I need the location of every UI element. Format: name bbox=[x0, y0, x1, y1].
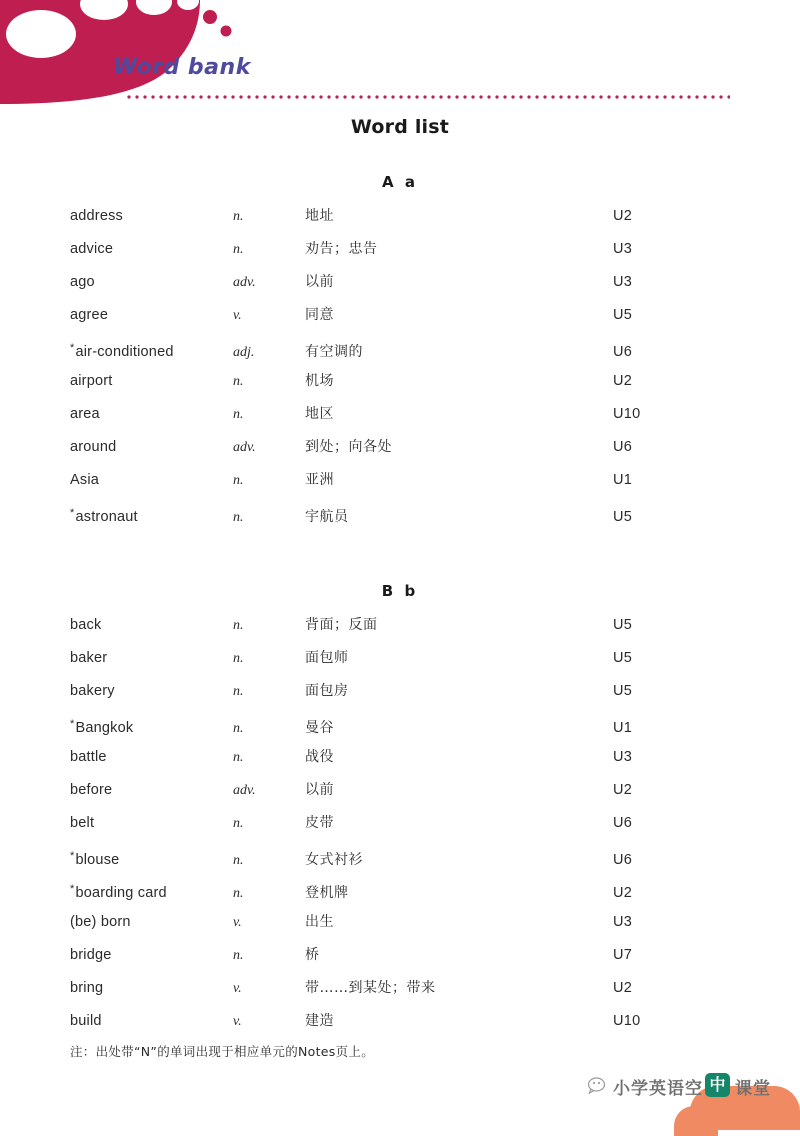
table-row bbox=[0, 332, 800, 365]
blob-shape bbox=[0, 0, 232, 104]
unit-cell: U10 bbox=[613, 406, 641, 422]
pos-cell: v. bbox=[233, 308, 242, 323]
meaning-cell: 背面；反面 bbox=[305, 617, 378, 633]
word-cell bbox=[0, 708, 233, 745]
letter-heading-a: A a bbox=[382, 173, 418, 191]
unit-cell: U5 bbox=[613, 683, 633, 699]
unit-cell: U3 bbox=[613, 914, 633, 930]
word-cell bbox=[0, 497, 233, 534]
table-row bbox=[0, 365, 800, 398]
meaning-cell: 面包师 bbox=[305, 650, 349, 666]
letter-heading-b: B b bbox=[381, 582, 419, 600]
watermark-badge: 中 bbox=[705, 1073, 730, 1097]
unit-cell: U1 bbox=[613, 472, 633, 488]
table-row bbox=[0, 972, 800, 1005]
bubble-dot-small bbox=[221, 26, 232, 37]
word-text: ago bbox=[70, 274, 95, 290]
footer-note: 注：出处带“N”的单词出现于相应单元的Notes页上。 bbox=[70, 1044, 375, 1059]
meaning-cell: 桥 bbox=[305, 947, 320, 963]
pos-cell: n. bbox=[233, 407, 244, 422]
word-cell bbox=[0, 906, 233, 939]
unit-cell: U2 bbox=[613, 980, 633, 996]
pos-cell: n. bbox=[233, 684, 244, 699]
watermark-text-tail: 课堂 bbox=[735, 1079, 771, 1099]
word-text: bakery bbox=[70, 683, 115, 699]
meaning-cell: 以前 bbox=[305, 274, 334, 290]
unit-cell: U2 bbox=[613, 782, 633, 798]
meaning-cell: 地址 bbox=[305, 208, 334, 224]
unit-cell: U3 bbox=[613, 749, 633, 765]
pos-cell: v. bbox=[233, 1014, 242, 1029]
watermark bbox=[585, 1068, 800, 1127]
word-text: battle bbox=[70, 749, 107, 765]
table-row bbox=[0, 741, 800, 774]
meaning-cell: 有空调的 bbox=[305, 344, 363, 360]
word-cell bbox=[0, 332, 233, 369]
pos-cell: n. bbox=[233, 651, 244, 666]
unit-cell: U2 bbox=[613, 373, 633, 389]
table-row bbox=[0, 873, 800, 906]
table-row bbox=[0, 200, 800, 233]
word-text: back bbox=[70, 617, 102, 633]
table-row bbox=[0, 774, 800, 807]
table-row bbox=[0, 497, 800, 530]
unit-cell: U6 bbox=[613, 439, 633, 455]
meaning-cell: 劝告；忠告 bbox=[305, 241, 378, 257]
word-text: bring bbox=[70, 980, 104, 996]
table-row bbox=[0, 266, 800, 299]
wechat-icon bbox=[588, 1077, 610, 1095]
word-text: Asia bbox=[70, 472, 100, 488]
word-cell bbox=[0, 1005, 233, 1038]
meaning-cell: 女式衬衫 bbox=[305, 852, 363, 868]
pos-cell: n. bbox=[233, 721, 244, 736]
table-row bbox=[0, 708, 800, 741]
meaning-cell: 亚洲 bbox=[305, 472, 334, 488]
pos-cell: n. bbox=[233, 886, 244, 901]
word-text: address bbox=[70, 208, 123, 224]
word-cell bbox=[0, 431, 233, 464]
note-star: * bbox=[70, 850, 75, 862]
word-cell bbox=[0, 774, 233, 807]
unit-cell: U6 bbox=[613, 344, 633, 360]
word-cell bbox=[0, 840, 233, 877]
meaning-cell: 皮带 bbox=[305, 815, 334, 831]
pos-cell: n. bbox=[233, 473, 244, 488]
meaning-cell: 带……到某处；带来 bbox=[305, 980, 436, 996]
dotted-divider bbox=[125, 95, 730, 99]
unit-cell: U5 bbox=[613, 617, 633, 633]
word-text: boarding card bbox=[75, 885, 167, 901]
word-list bbox=[0, 160, 800, 1038]
meaning-cell: 以前 bbox=[305, 782, 334, 798]
word-cell bbox=[0, 266, 233, 299]
pos-cell: n. bbox=[233, 618, 244, 633]
meaning-cell: 地区 bbox=[305, 406, 334, 422]
word-text: before bbox=[70, 782, 113, 798]
word-text: air-conditioned bbox=[75, 344, 174, 360]
word-cell bbox=[0, 642, 233, 675]
table-row bbox=[0, 609, 800, 642]
pos-cell: n. bbox=[233, 209, 244, 224]
table-row bbox=[0, 464, 800, 497]
word-cell bbox=[0, 200, 233, 233]
meaning-cell: 登机牌 bbox=[305, 885, 349, 901]
word-text: baker bbox=[70, 650, 108, 666]
unit-cell: U10 bbox=[613, 1013, 641, 1029]
pos-cell: n. bbox=[233, 374, 244, 389]
word-text: airport bbox=[70, 373, 113, 389]
meaning-cell: 到处；向各处 bbox=[305, 439, 392, 455]
banner-title: Word bank bbox=[113, 55, 251, 80]
table-row bbox=[0, 840, 800, 873]
meaning-cell: 宇航员 bbox=[305, 509, 349, 525]
word-cell bbox=[0, 741, 233, 774]
table-row bbox=[0, 642, 800, 675]
page-title: Word list bbox=[350, 116, 450, 138]
pos-cell: adv. bbox=[233, 783, 256, 798]
table-row bbox=[0, 906, 800, 939]
pos-cell: n. bbox=[233, 750, 244, 765]
unit-cell: U2 bbox=[613, 885, 633, 901]
table-row bbox=[0, 807, 800, 840]
unit-cell: U2 bbox=[613, 208, 633, 224]
pos-cell: adv. bbox=[233, 275, 256, 290]
unit-cell: U5 bbox=[613, 307, 633, 323]
pos-cell: n. bbox=[233, 816, 244, 831]
word-cell bbox=[0, 464, 233, 497]
unit-cell: U3 bbox=[613, 241, 633, 257]
unit-cell: U7 bbox=[613, 947, 633, 963]
table-row bbox=[0, 398, 800, 431]
meaning-cell: 建造 bbox=[305, 1013, 334, 1029]
table-row bbox=[0, 431, 800, 464]
word-text: advice bbox=[70, 241, 114, 257]
table-row bbox=[0, 299, 800, 332]
word-text: around bbox=[70, 439, 117, 455]
table-row bbox=[0, 1005, 800, 1038]
note-star: * bbox=[70, 342, 75, 354]
word-text: build bbox=[70, 1013, 102, 1029]
note-star: * bbox=[70, 507, 75, 519]
word-cell bbox=[0, 233, 233, 266]
pos-cell: v. bbox=[233, 915, 242, 930]
word-cell bbox=[0, 972, 233, 1005]
unit-cell: U3 bbox=[613, 274, 633, 290]
word-text: Bangkok bbox=[75, 720, 134, 736]
pos-cell: v. bbox=[233, 981, 242, 996]
word-text: blouse bbox=[75, 852, 120, 868]
word-text: bridge bbox=[70, 947, 112, 963]
pos-cell: n. bbox=[233, 853, 244, 868]
pos-cell: n. bbox=[233, 948, 244, 963]
bubble-dot-large bbox=[203, 10, 217, 24]
table-row bbox=[0, 939, 800, 972]
note-star: * bbox=[70, 883, 75, 895]
unit-cell: U5 bbox=[613, 650, 633, 666]
meaning-cell: 战役 bbox=[305, 749, 334, 765]
word-cell bbox=[0, 609, 233, 642]
word-text: agree bbox=[70, 307, 109, 323]
watermark-text: 小学英语空 bbox=[613, 1079, 703, 1099]
header-banner bbox=[0, 0, 800, 110]
table-row bbox=[0, 233, 800, 266]
word-text: area bbox=[70, 406, 100, 422]
word-cell bbox=[0, 939, 233, 972]
unit-cell: U6 bbox=[613, 852, 633, 868]
meaning-cell: 机场 bbox=[305, 373, 334, 389]
word-cell bbox=[0, 873, 233, 910]
meaning-cell: 同意 bbox=[305, 307, 334, 323]
note-star: * bbox=[70, 718, 75, 730]
meaning-cell: 面包房 bbox=[305, 683, 349, 699]
unit-cell: U5 bbox=[613, 509, 633, 525]
meaning-cell: 出生 bbox=[305, 914, 334, 930]
word-text: (be) born bbox=[70, 914, 131, 930]
pos-cell: adv. bbox=[233, 440, 256, 455]
pos-cell: adj. bbox=[233, 345, 255, 360]
meaning-cell: 曼谷 bbox=[305, 720, 334, 736]
unit-cell: U6 bbox=[613, 815, 633, 831]
word-cell bbox=[0, 365, 233, 398]
word-cell bbox=[0, 398, 233, 431]
word-cell bbox=[0, 807, 233, 840]
table-row bbox=[0, 675, 800, 708]
pos-cell: n. bbox=[233, 242, 244, 257]
pos-cell: n. bbox=[233, 510, 244, 525]
word-cell bbox=[0, 675, 233, 708]
word-text: belt bbox=[70, 815, 95, 831]
word-text: astronaut bbox=[75, 509, 138, 525]
unit-cell: U1 bbox=[613, 720, 633, 736]
word-cell bbox=[0, 299, 233, 332]
